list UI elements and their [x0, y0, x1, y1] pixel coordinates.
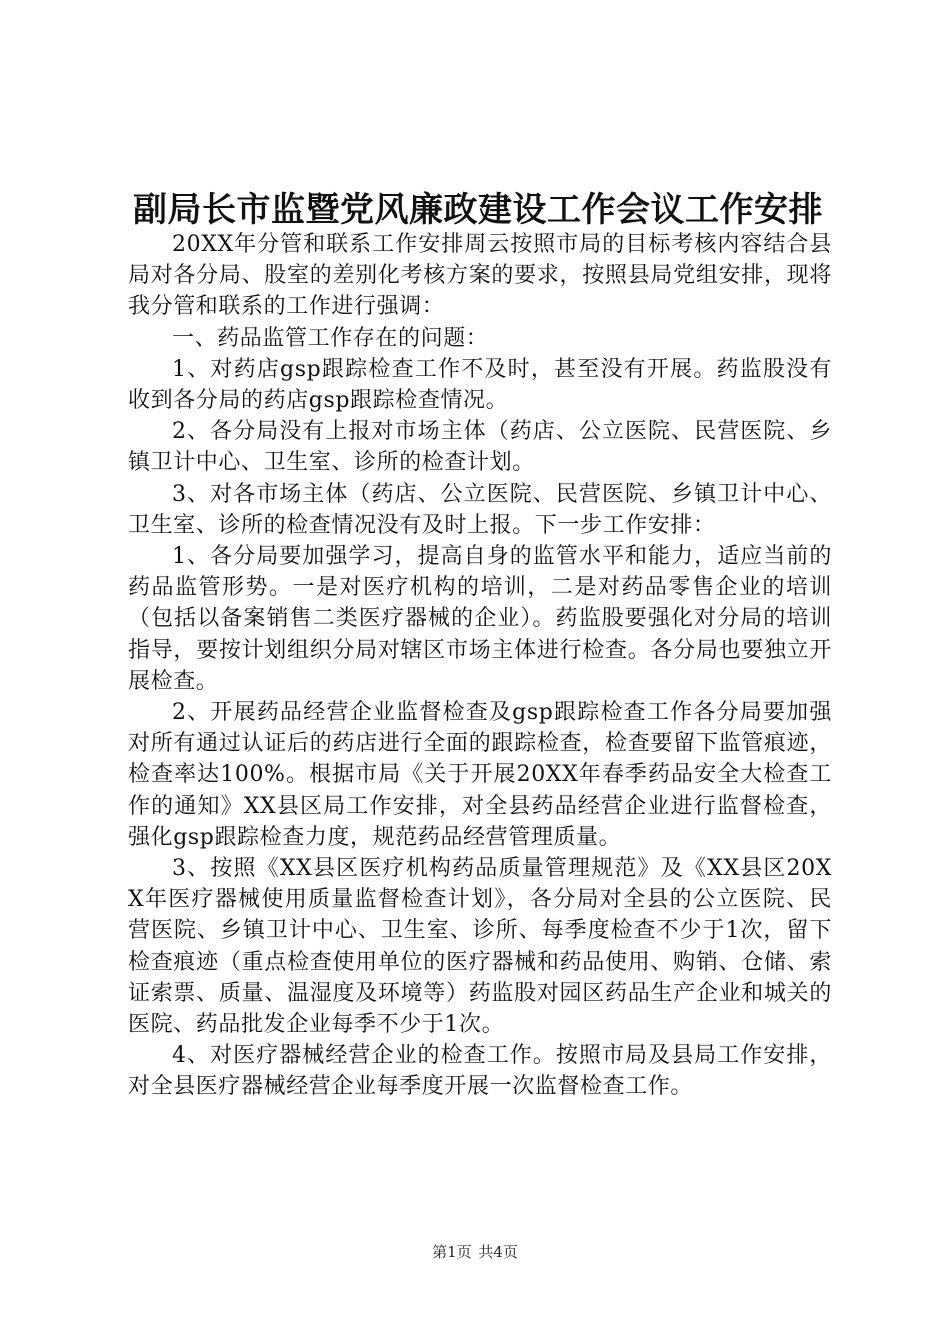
section-heading-problems: 一、药品监管工作存在的问题： [172, 325, 489, 351]
paragraph-plan-2: 2、开展药品经营企业监督检查及gsp跟踪检查工作各分局要加强对所有通过认证后的药店进行全面的跟踪检查，检查要留下监管痕迹，检查率达100%。根据市局《关于开展20XX年春季药品安全大检查工作的通知》XX县区局工作安排，对全县药品经营企业进行监督检查，强化gsp跟踪检查力度，规范药品经营管理质量。 [128, 700, 832, 850]
paragraph-plan-1: 1、各分局要加强学习，提高自身的监管水平和能力，适应当前的药品监管形势。一是对医疗机构的培训，二是对药品零售企业的培训（包括以备案销售二类医疗器械的企业）。药监股要强化对分局的培训指导，要按计划组织分局对辖区市场主体进行检查。各分局也要独立开展检查。 [128, 544, 832, 694]
page-footer: 第1页 共4页 [432, 1243, 518, 1261]
paragraph-problem-2: 2、各分局没有上报对市场主体（药店、公立医院、民营医院、乡镇卫计中心、卫生室、诊所的检查计划。 [128, 419, 832, 476]
paragraph-plan-4: 4、对医疗器械经营企业的检查工作。按照市局及县局工作安排，对全县医疗器械经营企业每季度开展一次监督检查工作。 [128, 1043, 832, 1100]
paragraph-problem-3: 3、对各市场主体（药店、公立医院、民营医院、乡镇卫计中心、卫生室、诊所的检查情况没有及时上报。下一步工作安排： [128, 481, 832, 538]
document-title: 副局长市监暨党风廉政建设工作会议工作安排 [133, 190, 823, 230]
paragraph-plan-3: 3、按照《XX县区医疗机构药品质量管理规范》及《XX县区20XX年医疗器械使用质量监督检查计划》，各分局对全县的公立医院、民营医院、乡镇卫计中心、卫生室、诊所、每季度检查不少于1次，留下检查痕迹（重点检查使用单位的医疗器械和药品使用、购销、仓储、索证索票、质量、温湿度及环境等）药监股对园区药品生产企业和城关的医院、药品批发企业每季不少于1次。 [128, 856, 832, 1038]
paragraph-problem-1: 1、对药店gsp跟踪检查工作不及时，甚至没有开展。药监股没有收到各分局的药店gsp跟踪检查情况。 [128, 356, 832, 414]
document-body [128, 229, 832, 1103]
paragraph-intro: 20XX年分管和联系工作安排周云按照市局的目标考核内容结合县局对各分局、股室的差别化考核方案的要求，按照县局党组安排，现将我分管和联系的工作进行强调： [128, 232, 832, 320]
